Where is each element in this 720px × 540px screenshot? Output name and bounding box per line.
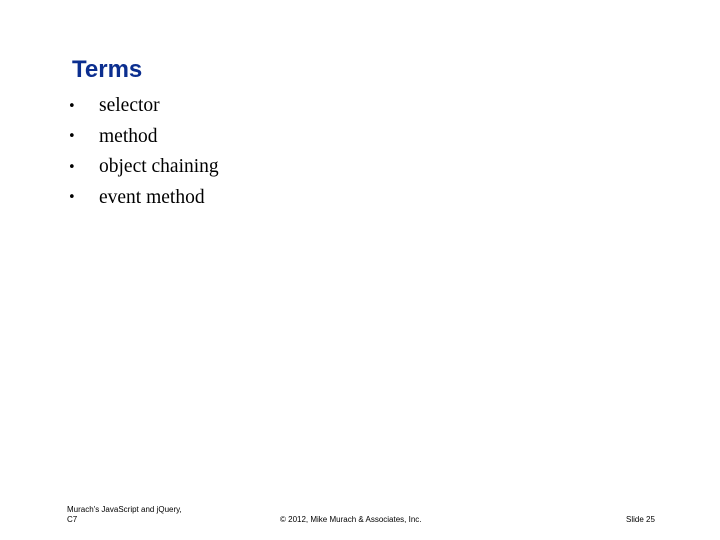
bullet-list: [68, 91, 219, 213]
footer-slide-number: Slide 25: [626, 515, 655, 524]
bullet-icon: •: [68, 159, 76, 175]
slide-title: Terms: [72, 56, 143, 83]
bullet-label: selector: [99, 95, 160, 117]
bullet-item-object-chaining: [68, 152, 219, 183]
footer-book-title: [67, 505, 182, 525]
footer-book-line2: C7: [67, 515, 78, 524]
bullet-icon: •: [68, 190, 76, 206]
bullet-label: event method: [99, 186, 205, 208]
bullet-icon: •: [68, 129, 76, 145]
bullet-item-selector: [68, 91, 219, 122]
footer-book-line1: Murach's JavaScript and jQuery,: [67, 505, 182, 514]
bullet-label: object chaining: [99, 156, 219, 178]
bullet-label: method: [99, 125, 158, 147]
bullet-item-method: [68, 122, 219, 153]
footer-copyright: © 2012, Mike Murach & Associates, Inc.: [280, 515, 422, 524]
bullet-item-event-method: [68, 183, 219, 214]
bullet-icon: •: [68, 98, 76, 114]
